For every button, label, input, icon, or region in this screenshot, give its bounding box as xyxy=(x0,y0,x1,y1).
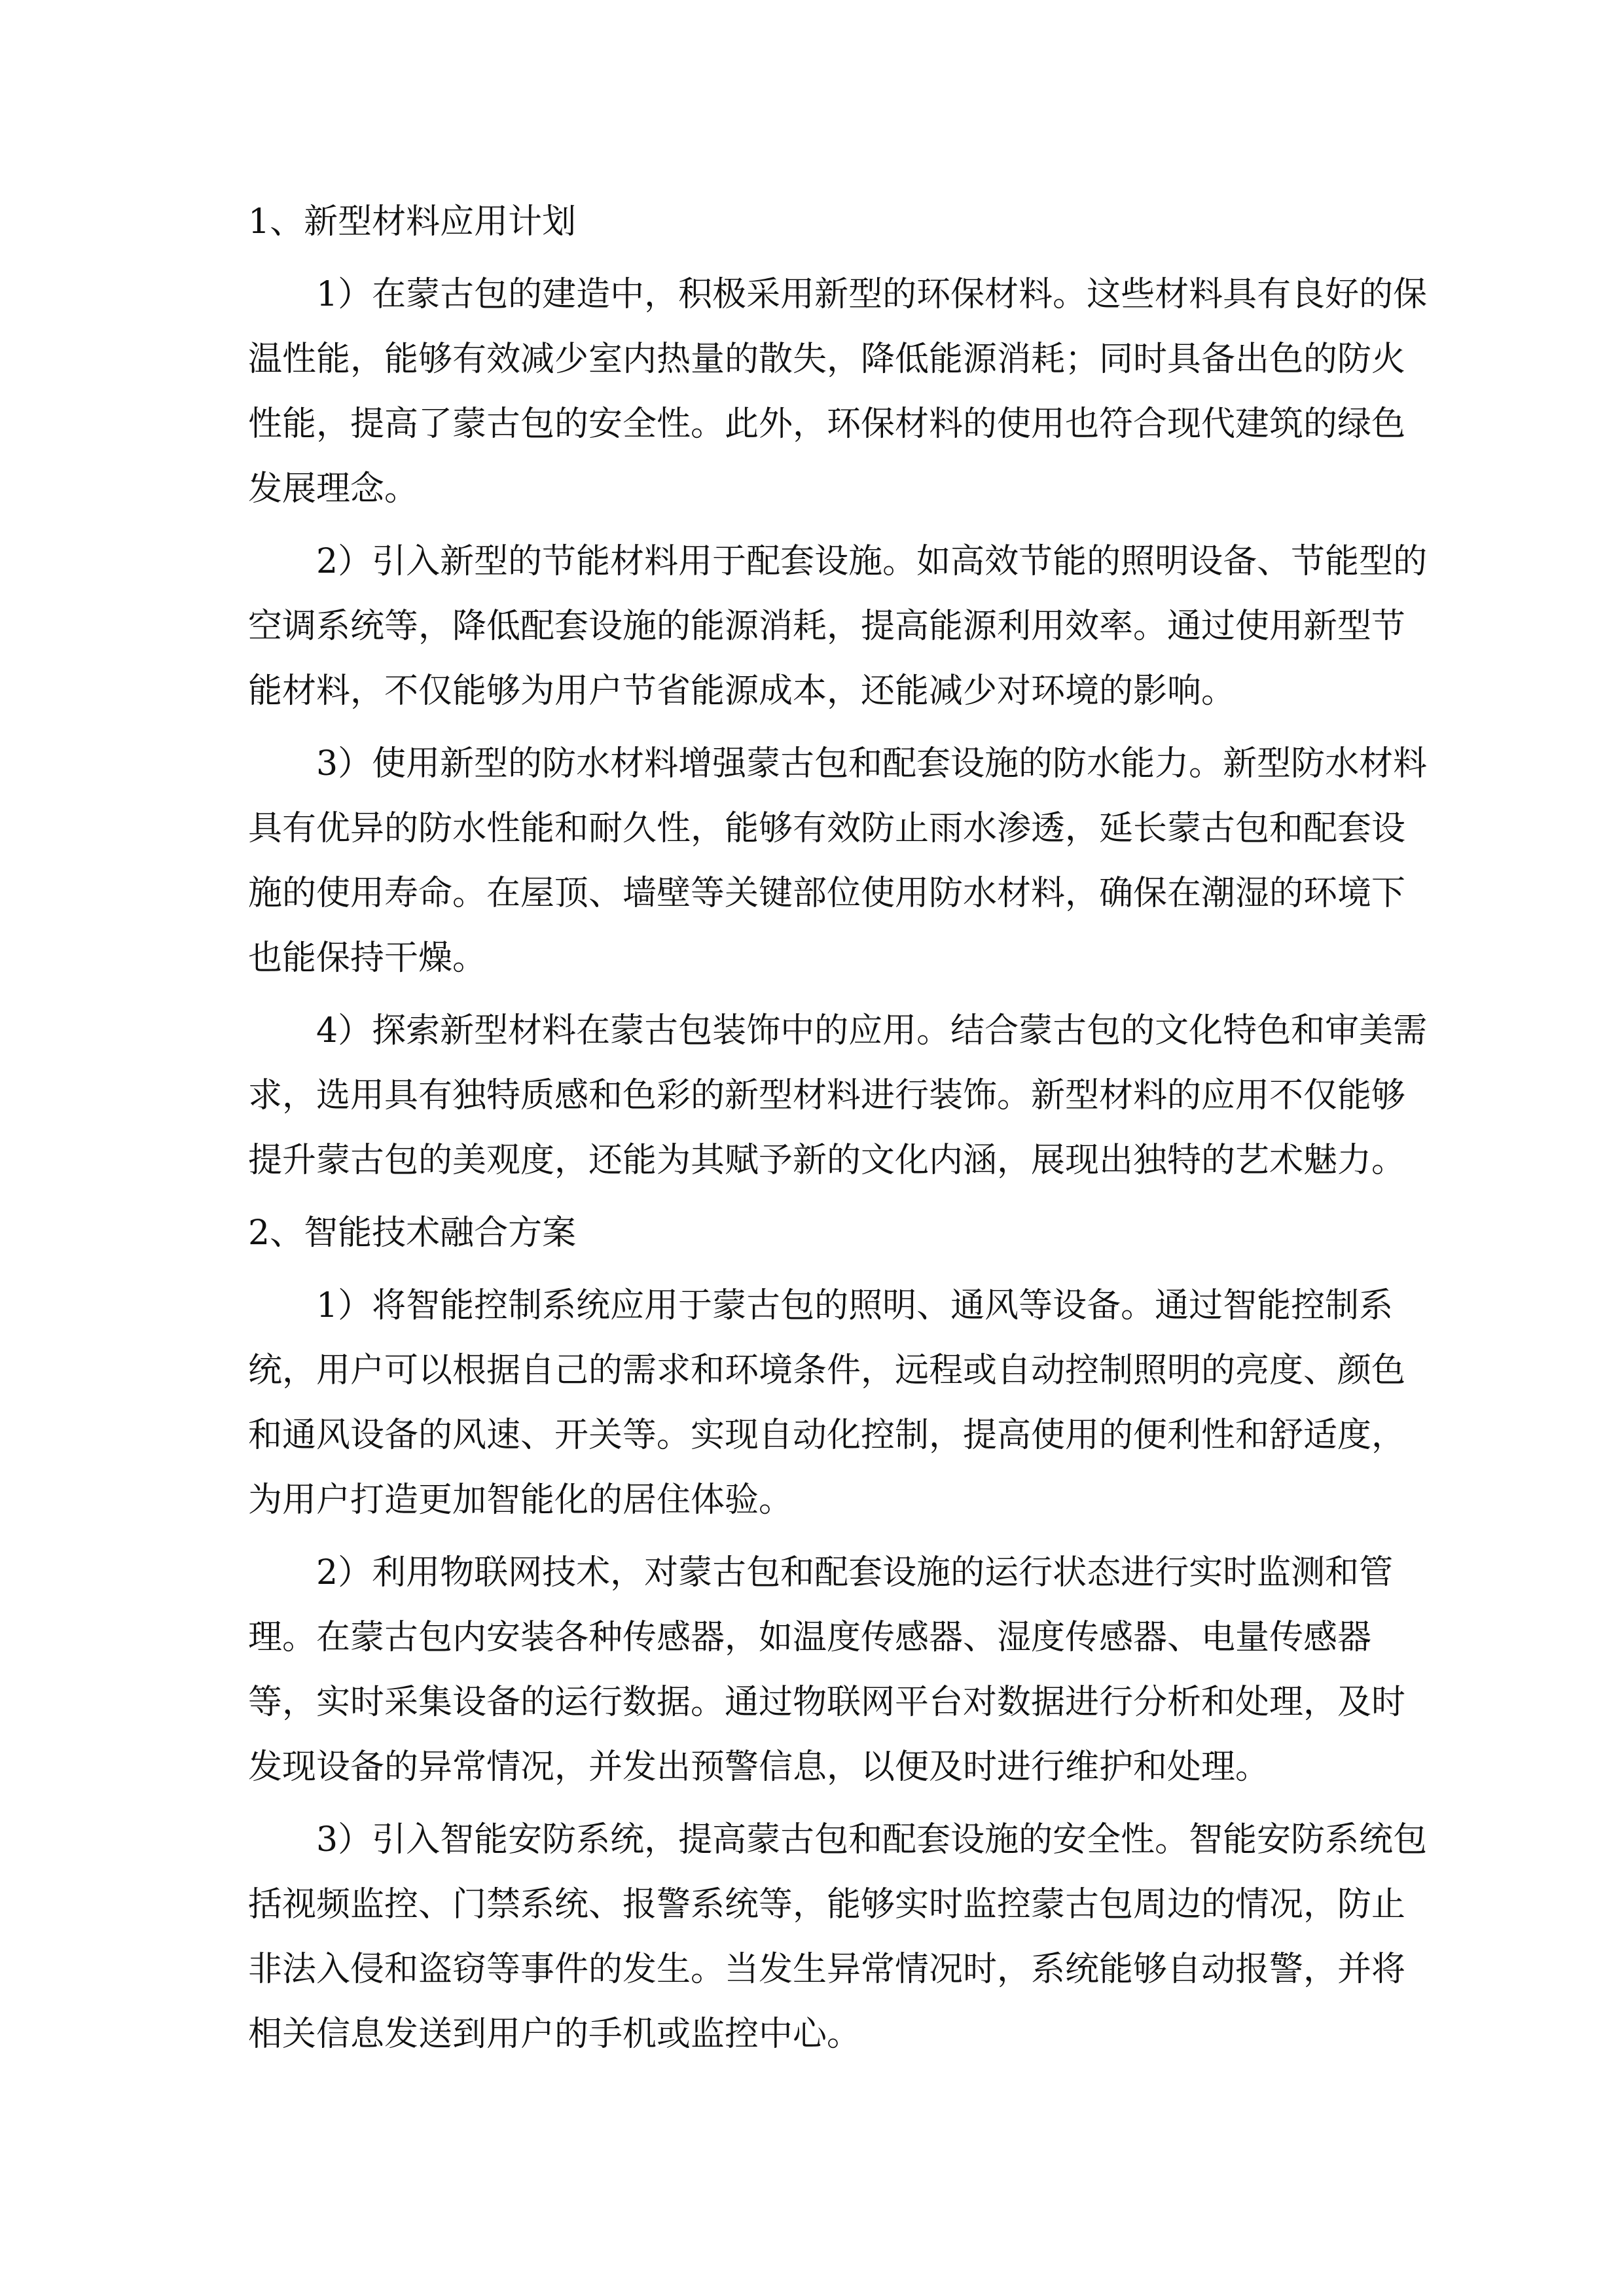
paragraph-line: 为用户打造更加智能化的居住体验。 xyxy=(248,1480,793,1520)
paragraph xyxy=(248,1274,1406,1533)
paragraph xyxy=(248,529,1428,724)
paragraph-line: 统，用户可以根据自己的需求和环境条件，远程或自动控制照明的亮度、颜色 xyxy=(248,1351,1406,1390)
paragraph-line: 和通风设备的风速、开关等。实现自动化控制，提高使用的便利性和舒适度， xyxy=(248,1416,1406,1455)
paragraph-line: 提升蒙古包的美观度，还能为其赋予新的文化内涵，展现出独特的艺术魅力。 xyxy=(248,1141,1406,1180)
paragraph-line: 等，实时采集设备的运行数据。通过物联网平台对数据进行分析和处理，及时 xyxy=(248,1683,1406,1722)
paragraph xyxy=(248,262,1428,522)
paragraph-line: 3）使用新型的防水材料增强蒙古包和配套设施的防水能力。新型防水材料 xyxy=(316,744,1428,783)
paragraph-line: 空调系统等，降低配套设施的能源消耗，提高能源利用效率。通过使用新型节 xyxy=(248,607,1406,646)
paragraph-line: 具有优异的防水性能和耐久性，能够有效防止雨水渗透，延长蒙古包和配套设 xyxy=(248,809,1406,848)
paragraph-line: 1）将智能控制系统应用于蒙古包的照明、通风等设备。通过智能控制系 xyxy=(316,1286,1394,1325)
paragraph xyxy=(248,1808,1428,2067)
paragraph-line: 发现设备的异常情况，并发出预警信息，以便及时进行维护和处理。 xyxy=(248,1748,1270,1787)
paragraph-line: 4）探索新型材料在蒙古包装饰中的应用。结合蒙古包的文化特色和审美需 xyxy=(316,1011,1428,1050)
paragraph-line: 2）利用物联网技术，对蒙古包和配套设施的运行状态进行实时监测和管 xyxy=(316,1553,1394,1592)
paragraph-line: 温性能，能够有效减少室内热量的散失，降低能源消耗；同时具备出色的防火 xyxy=(248,340,1406,379)
section-heading: 2、智能技术融合方案 xyxy=(248,1213,577,1253)
section-heading: 1、新型材料应用计划 xyxy=(248,202,577,242)
paragraph xyxy=(248,1541,1406,1800)
document-body xyxy=(248,190,1428,2067)
paragraph-line: 非法入侵和盗窃等事件的发生。当发生异常情况时，系统能够自动报警，并将 xyxy=(248,1950,1406,1989)
paragraph-line: 1）在蒙古包的建造中，积极采用新型的环保材料。这些材料具有良好的保 xyxy=(316,275,1428,314)
paragraph-line: 性能，提高了蒙古包的安全性。此外，环保材料的使用也符合现代建筑的绿色 xyxy=(248,404,1406,444)
paragraph-line: 括视频监控、门禁系统、报警系统等，能够实时监控蒙古包周边的情况，防止 xyxy=(248,1885,1406,1924)
paragraph xyxy=(248,999,1428,1193)
paragraph-line: 施的使用寿命。在屋顶、墙壁等关键部位使用防水材料，确保在潮湿的环境下 xyxy=(248,874,1406,913)
paragraph-line: 能材料，不仅能够为用户节省能源成本，还能减少对环境的影响。 xyxy=(248,672,1236,711)
paragraph xyxy=(248,732,1428,991)
paragraph-line: 2）引入新型的节能材料用于配套设施。如高效节能的照明设备、节能型的 xyxy=(316,542,1428,581)
paragraph-line: 也能保持干燥。 xyxy=(248,939,487,978)
paragraph-line: 3）引入智能安防系统，提高蒙古包和配套设施的安全性。智能安防系统包 xyxy=(316,1820,1428,1859)
paragraph-line: 发展理念。 xyxy=(248,469,419,509)
paragraph-line: 求，选用具有独特质感和色彩的新型材料进行装饰。新型材料的应用不仅能够 xyxy=(248,1076,1406,1115)
paragraph-line: 理。在蒙古包内安装各种传感器，如温度传感器、湿度传感器、电量传感器 xyxy=(248,1618,1372,1657)
paragraph-line: 相关信息发送到用户的手机或监控中心。 xyxy=(248,2015,861,2054)
